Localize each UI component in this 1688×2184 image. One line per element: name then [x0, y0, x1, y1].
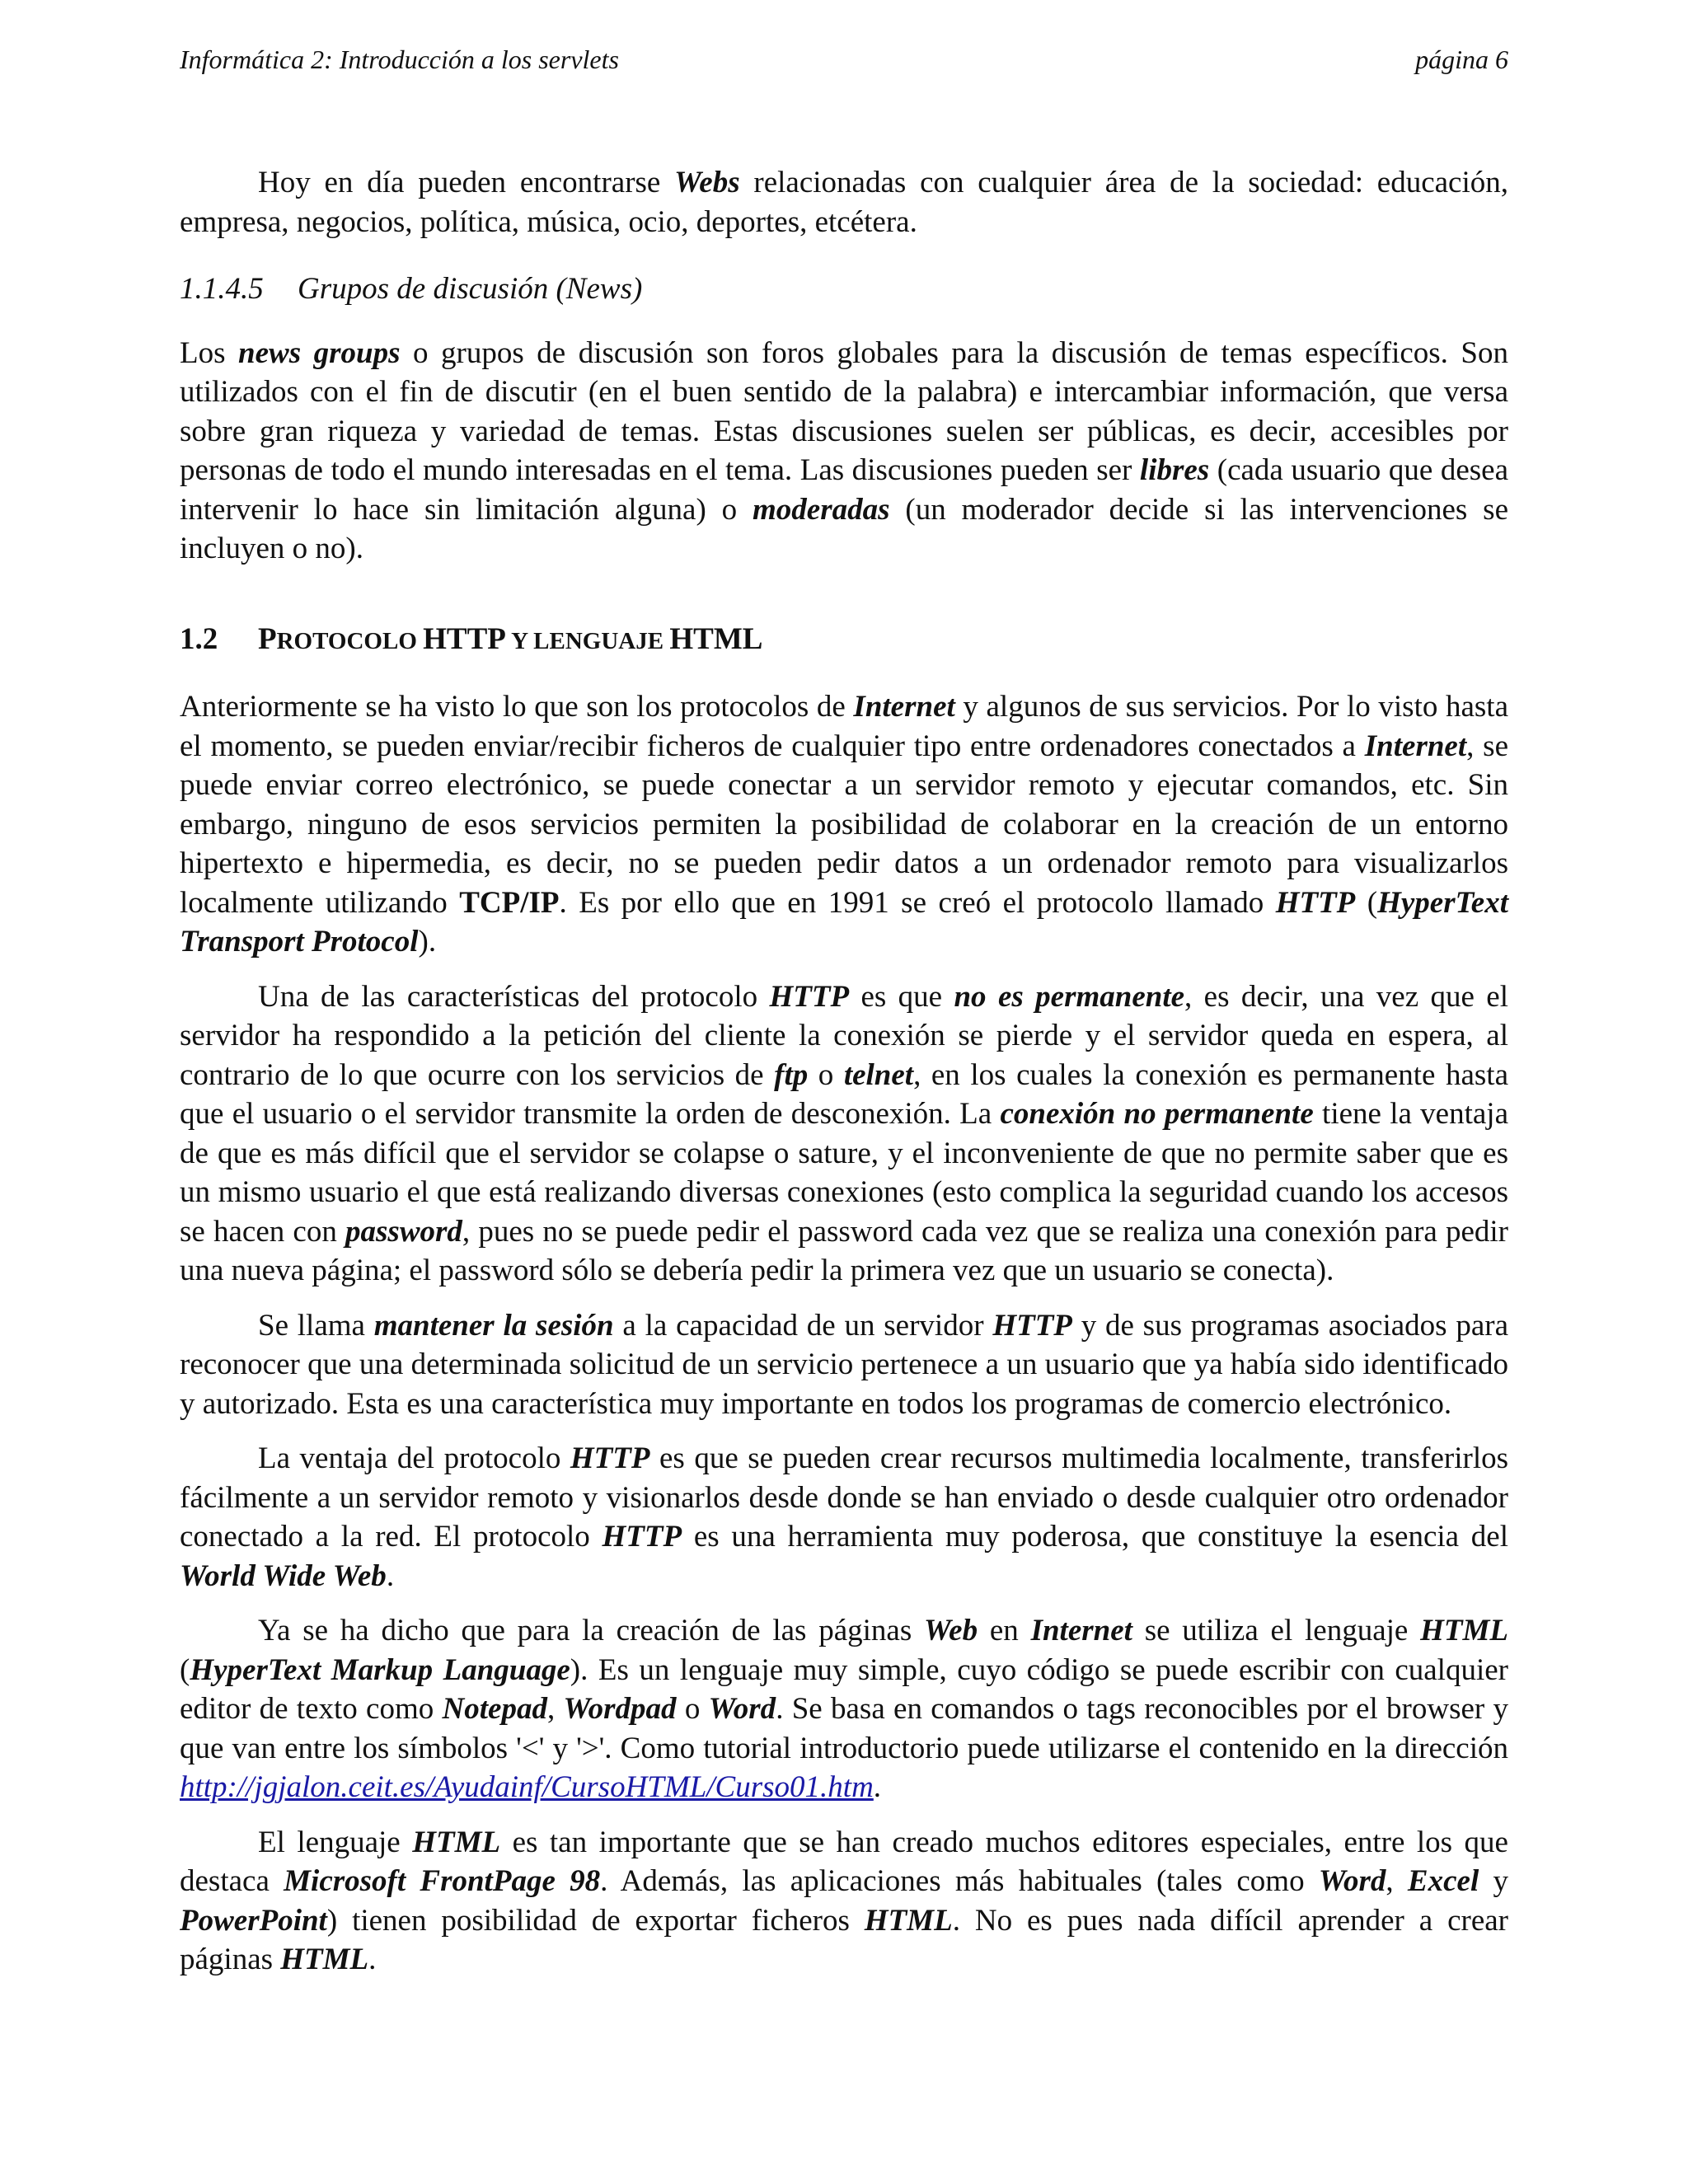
- header-title: Informática 2: Introducción a los servlets: [180, 45, 619, 74]
- term-excel: Excel: [1407, 1864, 1479, 1898]
- paragraph-html: Ya se ha dicho que para la creación de las páginas Web en Internet se utiliza el lenguaje HTML (HyperText Markup Language). Es un lenguaje muy simple, cuyo código se puede escribir con cualquier editor de texto como Notepad, Wordpad o Word. Se basa en comandos o tags reconocibles por el browser y que van entre los símbolos '<' y '>'. Como tutorial introductorio puede utilizarse el contenido en la dirección http://jgjalon.ceit.es/Ayudainf/CursoHTML/Curso01.htm.: [180, 1614, 1508, 1804]
- document-body: [180, 163, 1508, 1980]
- subsection-title: Grupos de discusión (News): [298, 272, 643, 306]
- tutorial-link[interactable]: http://jgjalon.ceit.es/Ayudainf/CursoHTML/Curso01.htm: [180, 1770, 874, 1804]
- section-heading: [180, 620, 1508, 662]
- subsection-heading: [180, 269, 1508, 309]
- term-http: HTTP: [570, 1441, 650, 1475]
- section-title: PROTOCOLO HTTP Y LENGUAJE HTML: [258, 621, 763, 656]
- term-tcp-ip: TCP/IP: [459, 885, 560, 920]
- term-no-es-permanente: no es permanente: [954, 979, 1185, 1014]
- term-internet: Internet: [1030, 1614, 1132, 1647]
- term-powerpoint: PowerPoint: [180, 1903, 327, 1938]
- term-html: HTML: [1420, 1614, 1508, 1647]
- term-world-wide-web: World Wide Web: [180, 1558, 387, 1593]
- subsection-number: 1.1.4.5: [180, 272, 264, 306]
- term-html: HTML: [864, 1903, 953, 1938]
- paragraph-ventaja-http: La ventaja del protocolo HTTP es que se pueden crear recursos multimedia localmente, transferirlos fácilmente a un servidor remoto y visionarlos desde donde se han enviado o desde cualquier otro ordenador conectado a la red. El protocolo HTTP es una herramienta muy poderosa, que constituye la esencia del World Wide Web.: [180, 1441, 1508, 1593]
- term-moderadas: moderadas: [753, 492, 890, 527]
- term-http: HTTP: [992, 1308, 1072, 1343]
- page-number: página 6: [1415, 45, 1508, 74]
- term-telnet: telnet: [843, 1057, 914, 1092]
- term-password: password: [345, 1214, 462, 1249]
- term-http: HTTP: [769, 979, 850, 1014]
- term-conexion-no-permanente: conexión no permanente: [1000, 1097, 1314, 1131]
- term-hypertext-markup-language: HyperText Markup Language: [190, 1652, 570, 1687]
- term-internet: Internet: [853, 690, 955, 724]
- term-word: Word: [708, 1692, 776, 1726]
- term-libres: libres: [1139, 453, 1210, 487]
- paragraph-http-intro: Anteriormente se ha visto lo que son los protocolos de Internet y algunos de sus servicios. Por lo visto hasta el momento, se pueden enviar/recibir ficheros de cualquier tipo entre ordenadores conectados a Internet, se puede enviar correo electrónico, se puede conectar a un servidor remoto y ejecutar comandos, etc. Sin embargo, ninguno de esos servicios permiten la posibilidad de colaborar en la creación de un entorno hipertexto e hipermedia, es decir, no se pueden pedir datos a un ordenador remoto para visualizarlos localmente utilizando TCP/IP. Es por ello que en 1991 se creó el protocolo llamado HTTP (HyperText Transport Protocol).: [180, 690, 1509, 958]
- term-frontpage: Microsoft FrontPage 98: [284, 1864, 601, 1898]
- term-wordpad: Wordpad: [563, 1692, 677, 1726]
- term-web: Web: [924, 1614, 978, 1647]
- paragraph-no-permanente: Una de las características del protocolo HTTP es que no es permanente, es decir, una vez que el servidor ha respondido a la petición del cliente la conexión se pierde y el servidor queda en espera, al contrario de lo que ocurre con los servicios de ftp o telnet, en los cuales la conexión es permanente hasta que el usuario o el servidor transmite la orden de desconexión. La conexión no permanente tiene la ventaja de que es más difícil que el servidor se colapse o sature, y el inconveniente de que no permite saber que es un mismo usuario el que está realizando diversas conexiones (esto complica la seguridad cuando los accesos se hacen con password, pues no se puede pedir el password cada vez que se realiza una conexión para pedir una nueva página; el password sólo se debería pedir la primera vez que un usuario se conecta).: [180, 979, 1509, 1287]
- running-header: [180, 43, 1508, 76]
- term-word: Word: [1318, 1864, 1386, 1898]
- section-number: 1.2: [180, 621, 218, 656]
- term-hypertext-transport-protocol: HyperText Transport Protocol: [180, 885, 1509, 958]
- paragraph-editores: El lenguaje HTML es tan importante que se han creado muchos editores especiales, entre los que destaca Microsoft FrontPage 98. Además, las aplicaciones más habituales (tales como Word, Excel y PowerPoint) tienen posibilidad de exportar ficheros HTML. No es pues nada difícil aprender a crear páginas HTML.: [180, 1825, 1508, 1976]
- paragraph-news-groups: Los news groups o grupos de discusión son foros globales para la discusión de temas específicos. Son utilizados con el fin de discutir (en el buen sentido de la palabra) e intercambiar información, que versa sobre gran riqueza y variedad de temas. Estas discusiones suelen ser públicas, es decir, accesibles por personas de todo el mundo interesadas en el tema. Las discusiones pueden ser libres (cada usuario que desea intervenir lo hace sin limitación alguna) o moderadas (un moderador decide si las intervenciones se incluyen o no).: [180, 335, 1509, 565]
- paragraph-webs: Hoy en día pueden encontrarse Webs relacionadas con cualquier área de la sociedad: educación, empresa, negocios, política, música, ocio, deportes, etcétera.: [180, 166, 1508, 239]
- term-internet: Internet: [1364, 729, 1467, 763]
- term-http: HTTP: [1275, 885, 1356, 920]
- term-notepad: Notepad: [442, 1692, 547, 1726]
- term-mantener-la-sesion: mantener la sesión: [373, 1308, 614, 1343]
- term-http: HTTP: [602, 1520, 682, 1554]
- term-webs: Webs: [674, 166, 740, 199]
- term-news-groups: news groups: [238, 335, 401, 370]
- term-html: HTML: [412, 1825, 501, 1859]
- term-html: HTML: [280, 1943, 369, 1976]
- term-ftp: ftp: [774, 1057, 809, 1092]
- paragraph-sesion: Se llama mantener la sesión a la capacidad de un servidor HTTP y de sus programas asociados para reconocer que una determinada solicitud de un servicio pertenece a un usuario que ya había sido identificado y autorizado. Esta es una característica muy importante en todos los programas de comercio electrónico.: [180, 1308, 1508, 1421]
